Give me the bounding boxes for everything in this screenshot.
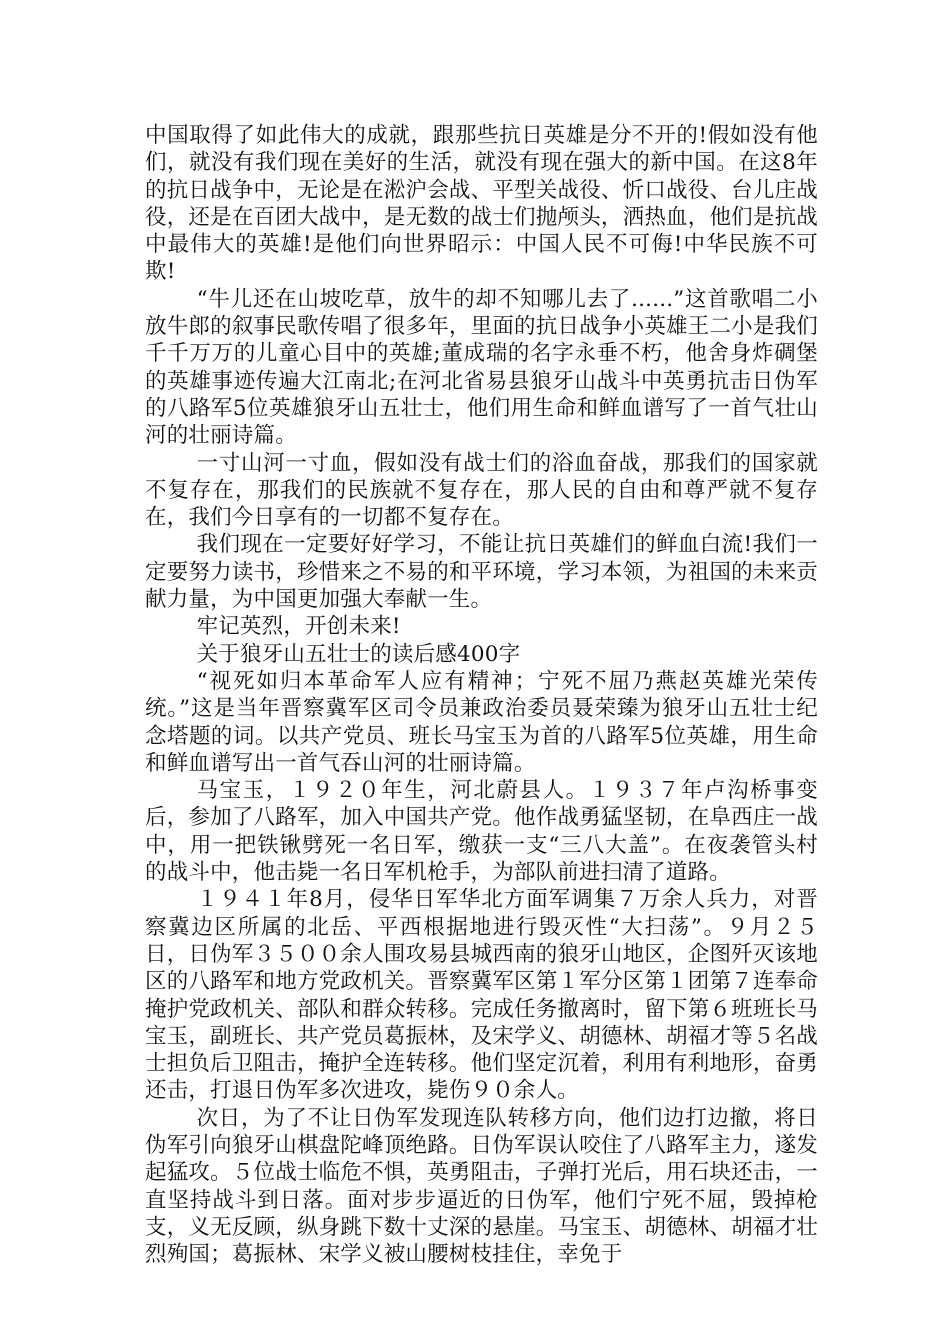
- paragraph-8: 马宝玉，１９２０年生，河北蔚县人。１９３７年卢沟桥事变后，参加了八路军，加入中国共产党。他作战勇猛坚韧，在阜西庄一战中，用一把铁锹劈死一名日军，缴获一支“三八大盖”。在夜袭管头村的战斗中，他击毙一名日军机枪手，为部队前进扫清了道路。: [145, 778, 818, 886]
- paragraph-2: “牛儿还在山坡吃草，放牛的却不知哪儿去了......”这首歌唱二小放牛郎的叙事民歌传唱了很多年，里面的抗日战争小英雄王二小是我们千千万万的儿童心目中的英雄;董成瑞的名字永垂不朽，他舍身炸碉堡的英雄事迹传遍大江南北;在河北省易县狼牙山战斗中英勇抗击日伪军的八路军5位英雄狼牙山五壮士，他们用生命和鲜血谱写了一首气壮山河的壮丽诗篇。: [145, 286, 818, 449]
- paragraph-4: 我们现在一定要好好学习，不能让抗日英雄们的鲜血白流!我们一定要努力读书，珍惜来之不易的和平环境，学习本领，为祖国的未来贡献力量，为中国更加强大奉献一生。: [145, 532, 818, 613]
- paragraph-10: 次日，为了不让日伪军发现连队转移方向，他们边打边撤，将日伪军引向狼牙山棋盘陀峰顶绝路。日伪军误认咬住了八路军主力，遂发起猛攻。５位战士临危不惧，英勇阻击，子弹打光后，用石块还击，一直坚持战斗到日落。面对步步逼近的日伪军，他们宁死不屈，毁掉枪支，义无反顾，纵身跳下数十丈深的悬崖。马宝玉、胡德林、胡福才壮烈殉国；葛振林、宋学义被山腰树枝挂住，幸免于: [145, 1105, 818, 1268]
- section-heading: 关于狼牙山五壮士的读后感400字: [196, 641, 521, 667]
- paragraph-3: 一寸山河一寸血，假如没有战士们的浴血奋战，那我们的国家就不复存在，那我们的民族就不复存在，那人民的自由和尊严就不复存在，我们今日享有的一切都不复存在。: [145, 450, 818, 531]
- paragraph-1: 中国取得了如此伟大的成就，跟那些抗日英雄是分不开的!假如没有他们，就没有我们现在美好的生活，就没有现在强大的新中国。在这8年的抗日战争中，无论是在淞沪会战、平型关战役、忻口战役、台儿庄战役，还是在百团大战中，是无数的战士们抛颅头，洒热血，他们是抗战中最伟大的英雄!是他们向世界昭示：中国人民不可侮!中华民族不可欺!: [145, 123, 818, 285]
- paragraph-9: １９４１年8月，侵华日军华北方面军调集７万余人兵力，对晋察冀边区所属的北岳、平西根据地进行毁灭性“大扫荡”。９月２５日，日伪军３５００余人围攻易县城西南的狼牙山地区，企图歼灭该地区的八路军和地方党政机关。晋察冀军区第１军分区第１团第７连奉命掩护党政机关、部队和群众转移。完成任务撤离时，留下第６班班长马宝玉，副班长、共产党员葛振林，及宋学义、胡德林、胡福才等５名战士担负后卫阻击，掩护全连转移。他们坚定沉着，利用有利地形，奋勇还击，打退日伪军多次进攻，毙伤９０余人。: [145, 887, 818, 1104]
- paragraph-5: 牢记英烈，开创未来!: [196, 614, 401, 640]
- paragraph-7: “视死如归本革命军人应有精神；宁死不屈乃燕赵英雄光荣传统。”这是当年晋察冀军区司令员兼政治委员聂荣臻为狼牙山五壮士纪念塔题的词。以共产党员、班长马宝玉为首的八路军5位英雄，用生命和鲜血谱写出一首气吞山河的壮丽诗篇。: [145, 668, 818, 776]
